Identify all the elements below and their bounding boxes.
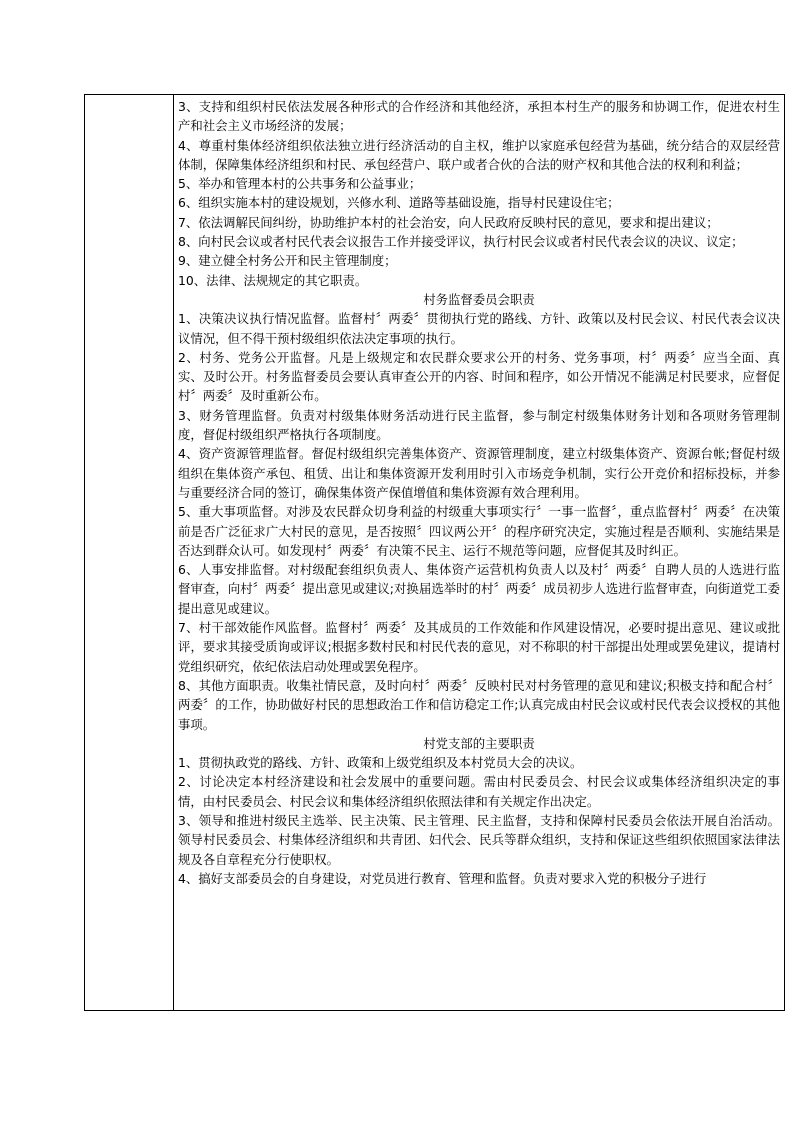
table-left-cell	[85, 95, 174, 1010]
committee-duty-item: 3、支持和组织村民依法发展各种形式的合作经济和其他经济，承担本村生产的服务和协调工作，促进农村生产和社会主义市场经济的发展；	[178, 99, 780, 134]
committee-duty-item: 6、组织实施本村的建设规划，兴修水利、道路等基础设施，指导村民建设住宅；	[178, 195, 620, 211]
supervision-duty-item: 5、重大事项监督。对涉及农民群众切身利益的村级重大事项实行〞一事一监督〞，重点监督村〞两委〞在决策前是否广泛征求广大村民的意见，是否按照〞四议两公开〞的程序研究决定，实施过程是否顺利、实施结果是否达到群众认可。如发现村〞两委〞有决策不民主、运行不规范等问题，应督促其及时纠正。	[178, 504, 780, 558]
supervision-duty-item: 4、资产资源管理监督。督促村级组织完善集体资产、资源管理制度，建立村级集体资产、资源台帐;督促村级组织在集体资产承包、租赁、出让和集体资源开发利用时引入市场竞争机制，实行公开竞价和招标投标，并参与重要经济合同的签订，确保集体资产保值增值和集体资源有效合理利用。	[178, 446, 780, 500]
party-branch-duty-item: 2、讨论决定本村经济建设和社会发展中的重要问题。需由村民委员会、村民会议或集体经济组织决定的事情，由村民委员会、村民会议和集体经济组织依照法律和有关规定作出决定。	[178, 774, 780, 809]
committee-duty-item: 7、依法调解民间纠纷，协助维护本村的社会治安，向人民政府反映村民的意见，要求和提出建议；	[178, 214, 719, 230]
supervision-duty-item: 7、村干部效能作风监督。监督村〞两委〞及其成员的工作效能和作风建设情况，必要时提出意见、建议或批评，要求其接受质询或评议;根据多数村民和村民代表的意见，对不称职的村干部提出处理或罢免建议，提请村党组织研究，依纪依法启动处理或罢免程序。	[178, 620, 780, 674]
supervision-committee-title: 村务监督委员会职责	[423, 291, 535, 307]
committee-duty-item: 9、建立健全村务公开和民主管理制度；	[178, 253, 397, 269]
party-branch-duty-item: 4、搞好支部委员会的自身建设，对党员进行教育、管理和监督。负责对要求入党的积极分子进行	[178, 870, 707, 886]
committee-duty-item: 4、尊重村集体经济组织依法独立进行经济活动的自主权，维护以家庭承包经营为基础，统分结合的双层经营体制，保障集体经济组织和村民、承包经营户、联户或者合伙的合法的财产权和其他合法的权利和利益；	[178, 137, 780, 172]
committee-duty-item: 5、举办和管理本村的公共事务和公益事业；	[178, 176, 422, 192]
party-branch-duty-item: 1、贯彻执政党的路线、方针、政策和上级党组织及本村党员大会的决议。	[178, 755, 583, 771]
table-right-cell	[174, 95, 784, 1010]
supervision-duty-item: 8、其他方面职责。收集社情民意，及时向村〞两委〞反映村民对村务管理的意见和建议;积极支持和配合村〞两委〞的工作，协助做好村民的思想政治工作和信访稳定工作;认真完成由村民会议或村民代表会议授权的其他事项。	[178, 677, 780, 732]
committee-duty-item: 8、向村民会议或者村民代表会议报告工作并接受评议，执行村民会议或者村民代表会议的决议、议定；	[178, 234, 744, 250]
party-branch-title: 村党支部的主要职责	[423, 735, 535, 751]
supervision-duty-item: 3、财务管理监督。负责对村级集体财务活动进行民主监督，参与制定村级集体财务计划和各项财务管理制度，督促村级组织严格执行各项制度。	[178, 407, 780, 443]
party-branch-duty-item: 3、领导和推进村级民主选举、民主决策、民主管理、民主监督，支持和保障村民委员会依法开展自治活动。领导村民委员会、村集体经济组织和共青团、妇代会、民兵等群众组织，支持和保证这些组织依照国家法律法规及各自章程充分行使职权。	[178, 812, 780, 867]
committee-duty-item: 10、法律、法规规定的其它职责。	[178, 272, 368, 288]
supervision-duty-item: 2、村务、党务公开监督。凡是上级规定和农民群众要求公开的村务、党务事项，村〞两委〞应当全面、真实、及时公开。村务监督委员会要认真审查公开的内容、时间和程序，如公开情况不能满足村民要求，应督促村〞两委〞及时重新公布。	[178, 349, 780, 404]
supervision-duty-item: 1、决策决议执行情况监督。监督村〞两委〞贯彻执行党的路线、方针、政策以及村民会议、村民代表会议决议情况，但不得干预村级组织依法决定事项的执行。	[178, 311, 780, 346]
responsibilities-content	[178, 97, 780, 888]
responsibility-table	[84, 94, 785, 1011]
supervision-duty-item: 6、人事安排监督。对村级配套组织负责人、集体资产运营机构负责人以及村〞两委〞自聘人员的人选进行监督审查，向村〞两委〞提出意见或建议;对换届选举时的村〞两委〞成员初步人选进行监督审查，向街道党工委提出意见或建议。	[178, 562, 780, 616]
